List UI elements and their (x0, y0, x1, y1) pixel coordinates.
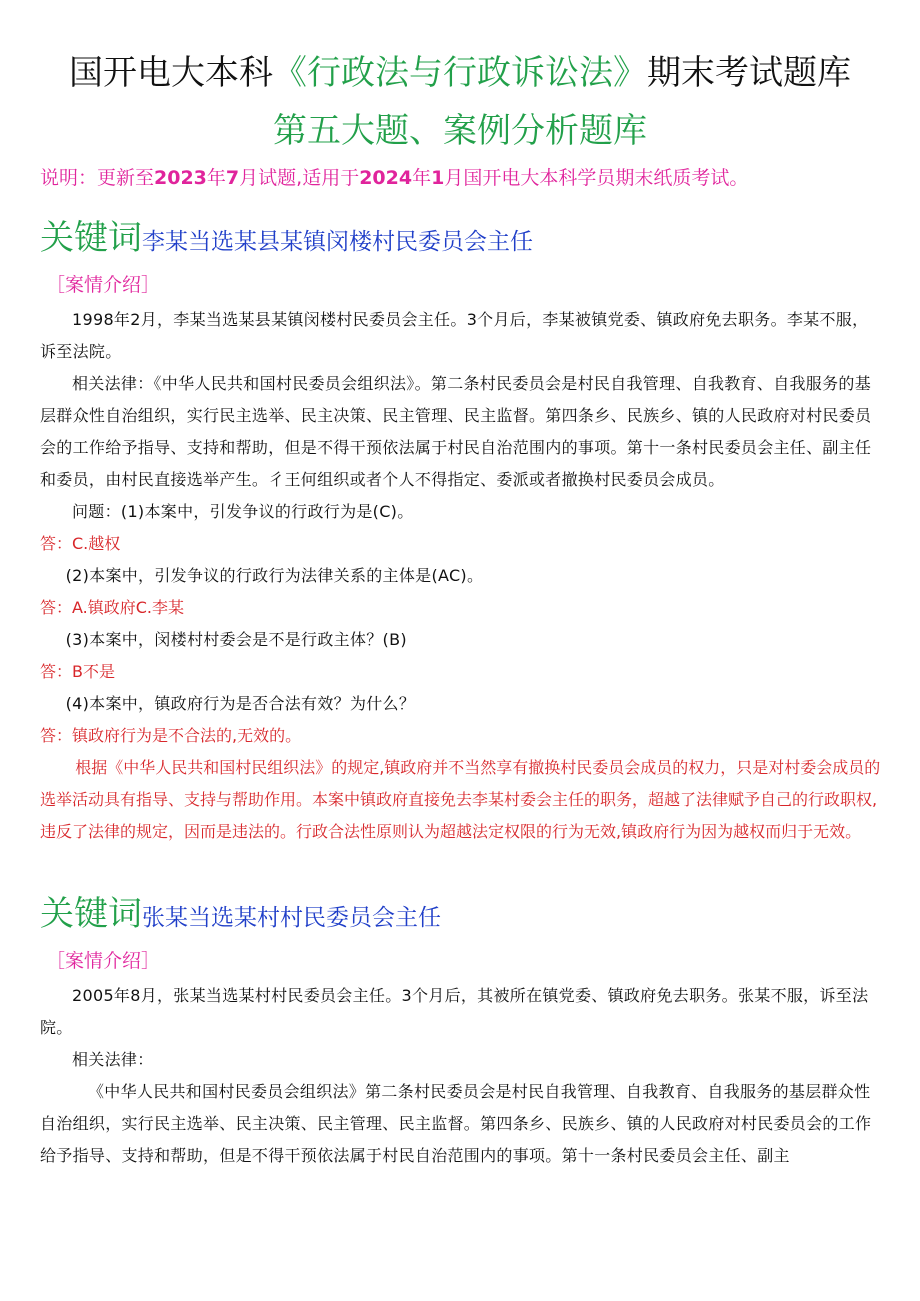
keyword-label: 关键词 (40, 218, 142, 258)
keyword-text: 李某当选某县某镇闵楼村民委员会主任 (142, 229, 533, 255)
question-1: 问题：(1)本案中，引发争议的行政行为是(C)。 (72, 502, 414, 521)
question-3: (3)本案中，闵楼村村委会是不是行政主体？(B) (65, 630, 407, 649)
title-prefix: 国开电大本科 (69, 53, 273, 93)
question-4: (4)本案中，镇政府行为是否合法有效？为什么？ (65, 694, 416, 713)
keyword-label: 关键词 (40, 894, 142, 934)
answer-2: 答：A.镇政府C.李某 (40, 598, 185, 617)
update-notice: 说明：更新至2023年7月试题,适用于2024年1月国开电大本科学员期末纸质考试。 (40, 167, 749, 189)
question-2: (2)本案中，引发争议的行政行为法律关系的主体是(AC)。 (65, 566, 484, 585)
case-section-2 (40, 892, 882, 1172)
title-course: 《行政法与行政诉讼法》 (273, 53, 647, 93)
related-law-text: 《中华人民共和国村民委员会组织法》第二条村民委员会是村民自我管理、自我教育、自我服务的基层群众性自治组织，实行民主选举、民主决策、民主管理、民主监督。第四条乡、民族乡、镇的人民政府对村民委员会的工作给予指导、支持和帮助，但是不得干预依法属于村民自治范围内的事项。第十一条村民委员会主任、副主 (40, 1082, 872, 1165)
keyword-heading (40, 892, 882, 936)
related-law-label: 相关法律： (72, 1050, 154, 1069)
case-intro-heading: ［案情介绍］ (46, 950, 161, 972)
case-section-1 (40, 216, 882, 848)
answer-4: 答：镇政府行为是不合法的,无效的。 (40, 726, 302, 745)
case-intro-text: 1998年2月，李某当选某县某镇闵楼村民委员会主任。3个月后，李某被镇党委、镇政府免去职务。李某不服，诉至法院。 (40, 310, 869, 361)
answer-1: 答：C.越权 (40, 534, 121, 553)
answer-4-detail: 根据《中华人民共和国村民组织法》的规定,镇政府并不当然享有撤换村民委员会成员的权力，只是对村委会成员的选举活动具有指导、支持与帮助作用。本案中镇政府直接免去李某村委会主任的职务，超越了法律赋予自己的行政职权,违反了法律的规定，因而是违法的。行政合法性原则认为超越法定权限的行为无效,镇政府行为因为越权而归于无效。 (40, 758, 881, 841)
case-intro-text: 2005年8月，张某当选某村村民委员会主任。3个月后，其被所在镇党委、镇政府免去职务。张某不服，诉至法院。 (40, 986, 869, 1037)
keyword-text: 张某当选某村村民委员会主任 (142, 905, 441, 931)
title-suffix: 期末考试题库 (647, 53, 851, 93)
related-law-text: 相关法律：《中华人民共和国村民委员会组织法》。第二条村民委员会是村民自我管理、自我教育、自我服务的基层群众性自治组织，实行民主选举、民主决策、民主管理、民主监督。第四条乡、民族乡、镇的人民政府对村民委员会的工作给予指导、支持和帮助，但是不得干预依法属于村民自治范围内的事项。第十一条村民委员会主任、副主任和委员，由村民直接选举产生。彳王何组织或者个人不得指定、委派或者撤换村民委员会成员。 (40, 374, 872, 489)
keyword-heading (40, 216, 882, 260)
document-subtitle: 第五大题、案例分析题库 (273, 111, 647, 151)
document-title (0, 50, 920, 96)
case-intro-heading: ［案情介绍］ (46, 274, 161, 296)
answer-3: 答：B不是 (40, 662, 115, 681)
